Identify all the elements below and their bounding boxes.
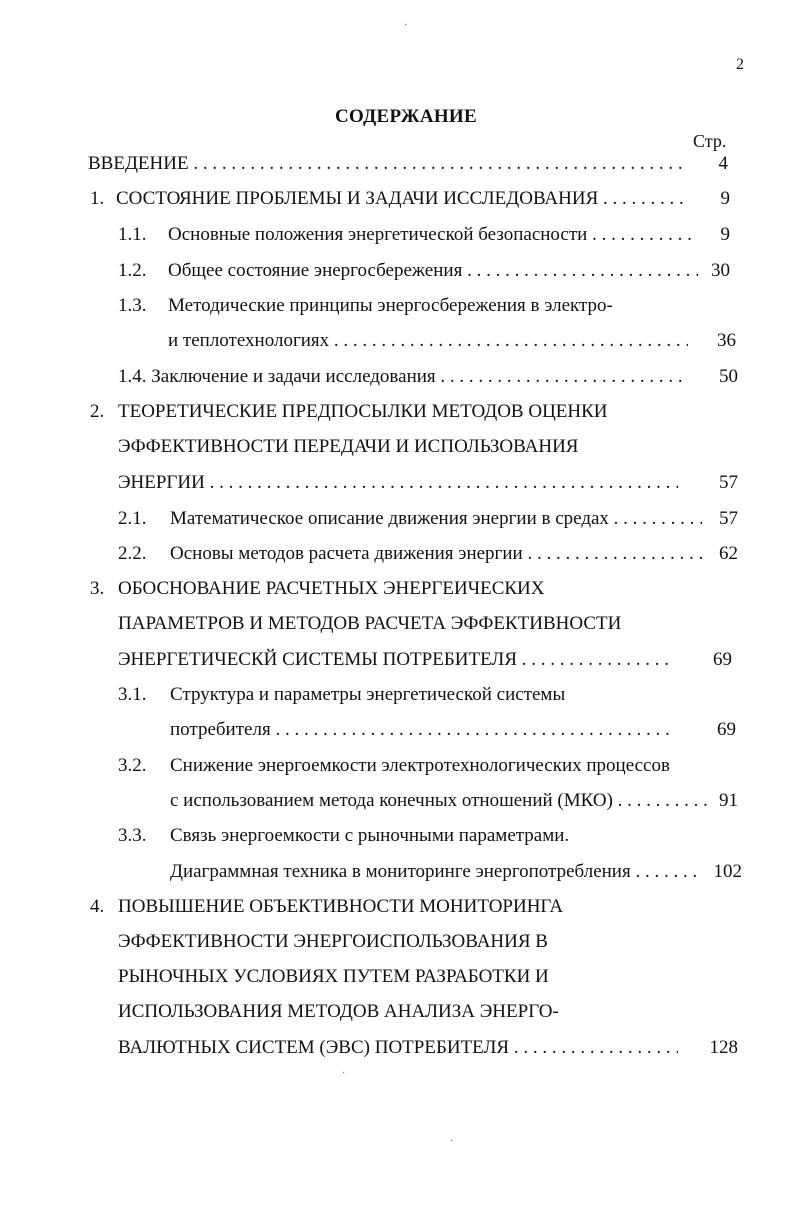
toc-entry-number: 2. — [90, 401, 105, 422]
toc-entry-title: ТЕОРЕТИЧЕСКИЕ ПРЕДПОСЫЛКИ МЕТОДОВ ОЦЕНКИ — [118, 401, 608, 422]
toc-entry-title: ВВЕДЕНИЕ . . . — [88, 150, 684, 178]
toc-entry-chapter-1 — [90, 185, 730, 213]
toc-entry-introduction — [88, 150, 728, 178]
toc-entry-page: 69 — [717, 719, 736, 740]
toc-entry-page: 50 — [719, 366, 738, 387]
toc-entry-number: 2.1. — [118, 508, 147, 529]
toc-entry-title: Снижение энергоемкости электротехнологических процессов — [170, 755, 670, 776]
toc-entry-section-3-3-continued — [170, 858, 742, 886]
toc-entry-section-3-2-continued — [170, 787, 738, 815]
toc-entry-page: 30 — [711, 260, 730, 281]
toc-entry-title: Основы методов расчета движения энергии . . . — [170, 540, 702, 568]
toc-entry-title: Структура и параметры энергетической системы — [170, 684, 566, 705]
toc-entry-chapter-4-continued — [118, 998, 718, 1026]
toc-entry-number: 3. — [90, 578, 105, 599]
toc-entry-title: ЭНЕРГИИ . . . — [118, 469, 678, 497]
toc-entry-chapter-2-continued — [118, 433, 718, 461]
toc-entry-title: Математическое описание движения энергии в средах . . . — [170, 505, 702, 533]
toc-entry-section-1-1 — [118, 221, 730, 249]
toc-entry-section-2-2 — [118, 540, 738, 568]
toc-entry-page: 57 — [719, 472, 738, 493]
toc-entry-section-3-3 — [118, 822, 718, 850]
toc-entry-title: Диаграммная техника в мониторинге энергопотребления . . . — [170, 858, 702, 886]
toc-entry-number: 1.2. — [118, 260, 147, 281]
toc-entry-section-2-1 — [118, 505, 738, 533]
toc-entry-title: 1.4. Заключение и задачи исследования . . . — [118, 363, 688, 391]
toc-entry-title: ЭФФЕКТИВНОСТИ ЭНЕРГОИСПОЛЬЗОВАНИЯ В — [118, 931, 548, 952]
toc-entry-chapter-4-continued — [118, 963, 718, 991]
toc-entry-number: 2.2. — [118, 543, 147, 564]
toc-entry-page: 9 — [720, 188, 730, 209]
scan-speck: · — [342, 1068, 346, 1079]
toc-entry-page: 4 — [718, 153, 728, 174]
toc-entry-section-3-1 — [118, 681, 718, 709]
toc-entry-title: ВАЛЮТНЫХ СИСТЕМ (ЭВС) ПОТРЕБИТЕЛЯ . . . — [118, 1034, 678, 1062]
toc-entry-title: ОБОСНОВАНИЕ РАСЧЕТНЫХ ЭНЕРГЕИЧЕСКИХ — [118, 578, 545, 599]
pages-column-header: Стр. — [693, 131, 727, 151]
toc-entry-number: 1.3. — [118, 295, 147, 316]
page-number: 2 — [736, 56, 744, 73]
toc-entry-number: 3.3. — [118, 825, 147, 846]
toc-entry-page: 91 — [719, 790, 738, 811]
toc-entry-page: 62 — [719, 543, 738, 564]
toc-entry-chapter-4 — [90, 893, 710, 921]
toc-entry-page: 57 — [719, 508, 738, 529]
toc-entry-section-1-2 — [118, 257, 730, 285]
toc-entry-page: 128 — [709, 1037, 738, 1058]
toc-entry-chapter-3-continued — [118, 646, 732, 674]
toc-entry-title: ПАРАМЕТРОВ И МЕТОДОВ РАСЧЕТА ЭФФЕКТИВНОСТИ — [118, 613, 622, 634]
toc-entry-chapter-2-continued — [118, 469, 738, 497]
toc-entry-title: ИСПОЛЬЗОВАНИЯ МЕТОДОВ АНАЛИЗА ЭНЕРГО- — [118, 1001, 559, 1022]
toc-entry-section-1-3-continued — [168, 327, 736, 355]
toc-entry-chapter-3-continued — [118, 610, 718, 638]
toc-entry-title: РЫНОЧНЫХ УСЛОВИЯХ ПУТЕМ РАЗРАБОТКИ И — [118, 966, 549, 987]
toc-entry-chapter-2 — [90, 398, 730, 426]
toc-entry-title: ЭФФЕКТИВНОСТИ ПЕРЕДАЧИ И ИСПОЛЬЗОВАНИЯ — [118, 436, 579, 457]
toc-entry-title: ЭНЕРГЕТИЧЕСКЙ СИСТЕМЫ ПОТРЕБИТЕЛЯ . . . — [118, 646, 674, 674]
page-title: СОДЕРЖАНИЕ — [335, 106, 477, 127]
scan-speck: · — [450, 1136, 454, 1147]
toc-entry-title: с использованием метода конечных отношений (МКО) . . . — [170, 787, 708, 815]
toc-entry-number: 3.2. — [118, 755, 147, 776]
toc-entry-page: 69 — [713, 649, 732, 670]
toc-entry-chapter-4-continued — [118, 1034, 738, 1062]
toc-entry-title: Методические принципы энергосбережения в электро- — [168, 295, 613, 316]
toc-entry-number: 4. — [90, 896, 105, 917]
toc-entry-title: ПОВЫШЕНИЕ ОБЪЕКТИВНОСТИ МОНИТОРИНГА — [118, 896, 564, 917]
toc-entry-section-3-1-continued — [170, 716, 736, 744]
toc-entry-number: 3.1. — [118, 684, 147, 705]
toc-entry-number: 1. — [90, 188, 105, 209]
toc-entry-section-3-2 — [118, 752, 738, 780]
toc-entry-section-1-3 — [118, 292, 730, 320]
toc-entry-section-1-4 — [118, 363, 738, 391]
toc-entry-page: 9 — [720, 224, 730, 245]
toc-entry-page: 36 — [717, 330, 736, 351]
toc-entry-title: Основные положения энергетической безопасности . . . — [168, 221, 698, 249]
toc-entry-title: Связь энергоемкости с рыночными параметрами. — [170, 825, 570, 846]
toc-entry-number: 1.1. — [118, 224, 147, 245]
scan-speck: · — [404, 20, 408, 31]
toc-entry-title: СОСТОЯНИЕ ПРОБЛЕМЫ И ЗАДАЧИ ИССЛЕДОВАНИЯ . . . — [116, 185, 686, 213]
toc-entry-title: потребителя . . . — [170, 716, 674, 744]
toc-entry-title: Общее состояние энергосбережения . . . — [168, 257, 698, 285]
toc-entry-chapter-4-continued — [118, 928, 718, 956]
toc-entry-page: 102 — [713, 861, 742, 882]
toc-entry-title: и теплотехнологиях . . . — [168, 327, 688, 355]
toc-entry-chapter-3 — [90, 575, 730, 603]
